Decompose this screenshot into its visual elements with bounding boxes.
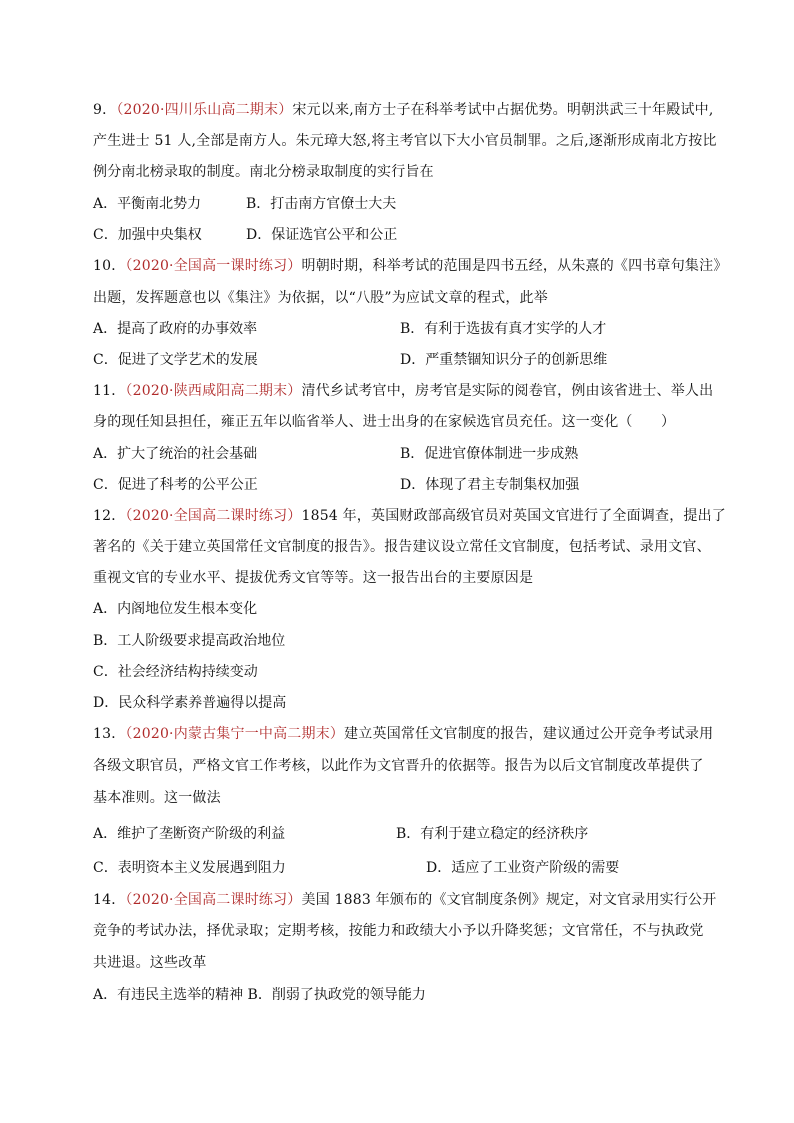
question-11-option-c: C．促进了科考的公平公正 [93,477,258,493]
question-9-line-1 [93,101,714,119]
question-source: （2020·陕西咸阳高二期末） [125,383,302,399]
question-9-option-b: B．打击南方官僚士大夫 [246,196,397,212]
question-10-option-a: A．提高了政府的办事效率 [93,321,258,337]
question-10-option-b: B．有利于选拔有真才实学的人才 [400,321,607,337]
question-10-option-c: C．促进了文学艺术的发展 [93,352,258,368]
question-13-line-1 [93,725,713,743]
question-9-line-2: 产生进士 51 人,全部是南方人。朱元璋大怒,将主考官以下大小官员制罪。之后,逐渐形成南北方按比 [93,133,717,149]
question-13-option-d: D．适应了工业资产阶级的需要 [426,860,620,876]
question-text: 建立英国常任文官制度的报告，建议通过公开竞争考试录用 [344,726,714,742]
question-14-options-a-b: A．有违民主选举的精神 B．削弱了执政党的领导能力 [93,987,426,1003]
question-11-option-d: D．体现了君主专制集权加强 [400,477,580,493]
question-14-line-3: 共进退。这些改革 [93,955,207,971]
question-number: 12． [93,508,126,524]
question-source: （2020·四川乐山高二期末） [116,102,293,118]
question-11-line-1 [93,382,713,400]
question-11-option-a: A．扩大了统治的社会基础 [93,446,258,462]
question-12-option-c: C．社会经济结构持续变动 [93,664,258,680]
question-14-line-1 [93,891,716,909]
question-number: 13． [93,726,126,742]
question-number: 9． [93,102,117,118]
question-number: 14． [93,892,126,908]
question-12-line-2: 著名的《关于建立英国常任文官制度的报告》。报告建议设立常任文官制度，包括考试、录用文官、 [93,539,711,555]
question-source: （2020·全国高二课时练习） [125,508,302,524]
question-13-line-2: 各级文职官员，严格文官工作考核，以此作为文官晋升的依据等。报告为以后文官制度改革提供了 [93,758,704,774]
question-text: 1854 年，英国财政部高级官员对英国文官进行了全面调查，提出了 [301,508,726,524]
question-12-line-3: 重视文官的专业水平、提拔优秀文官等等。这一报告出台的主要原因是 [93,570,534,586]
question-source: （2020·全国高二课时练习） [125,892,302,908]
question-text: 美国 1883 年颁布的《文官制度条例》规定，对文官录用实行公开 [301,892,717,908]
question-13-line-3: 基本准则。这一做法 [93,790,221,806]
question-10-line-2: 出题，发挥题意也以《集注》为依据，以“八股”为应试文章的程式，此举 [93,290,548,306]
question-13-option-a: A．维护了垄断资产阶级的利益 [93,826,286,842]
question-12-option-a: A．内阁地位发生根本变化 [93,601,258,617]
question-text: 明朝时期，科举考试的范围是四书五经，从朱熹的《四书章句集注》 [301,258,728,274]
question-12-option-d: D．民众科学素养普遍得以提高 [93,695,287,711]
question-9-option-d: D．保证选官公平和公正 [246,227,398,243]
question-13-option-c: C．表明资本主义发展遇到阻力 [93,860,286,876]
question-13-option-b: B．有利于建立稳定的经济秩序 [396,826,589,842]
question-12-line-1 [93,507,726,525]
question-text: 清代乡试考官中，房考官是实际的阅卷官，例由该省进士、举人出 [301,383,714,399]
question-9-line-3: 例分南北榜录取的制度。南北分榜录取制度的实行旨在 [93,164,434,180]
question-number: 10． [93,258,126,274]
question-9-option-c: C．加强中央集权 [93,227,202,243]
question-number: 11． [93,383,126,399]
question-11-option-b: B．促进官僚体制进一步成熟 [400,446,579,462]
question-11-line-2: 身的现任知县担任，雍正五年以临省举人、进士出身的在家候选官员充任。这一变化（ ） [93,414,676,430]
question-source: （2020·全国高一课时练习） [125,258,302,274]
question-source: （2020·内蒙古集宁一中高二期末） [125,726,345,742]
question-9-option-a: A．平衡南北势力 [93,196,202,212]
question-text: 宋元以来,南方士子在科举考试中占据优势。明朝洪武三十年殿试中, [292,102,714,118]
question-14-line-2: 竞争的考试办法，择优录取；定期考核，按能力和政绩大小予以升降奖惩；文官常任，不与执政党 [93,923,704,939]
question-10-option-d: D．严重禁锢知识分子的创新思维 [400,352,608,368]
question-10-line-1 [93,257,728,275]
question-12-option-b: B．工人阶级要求提高政治地位 [93,633,286,649]
